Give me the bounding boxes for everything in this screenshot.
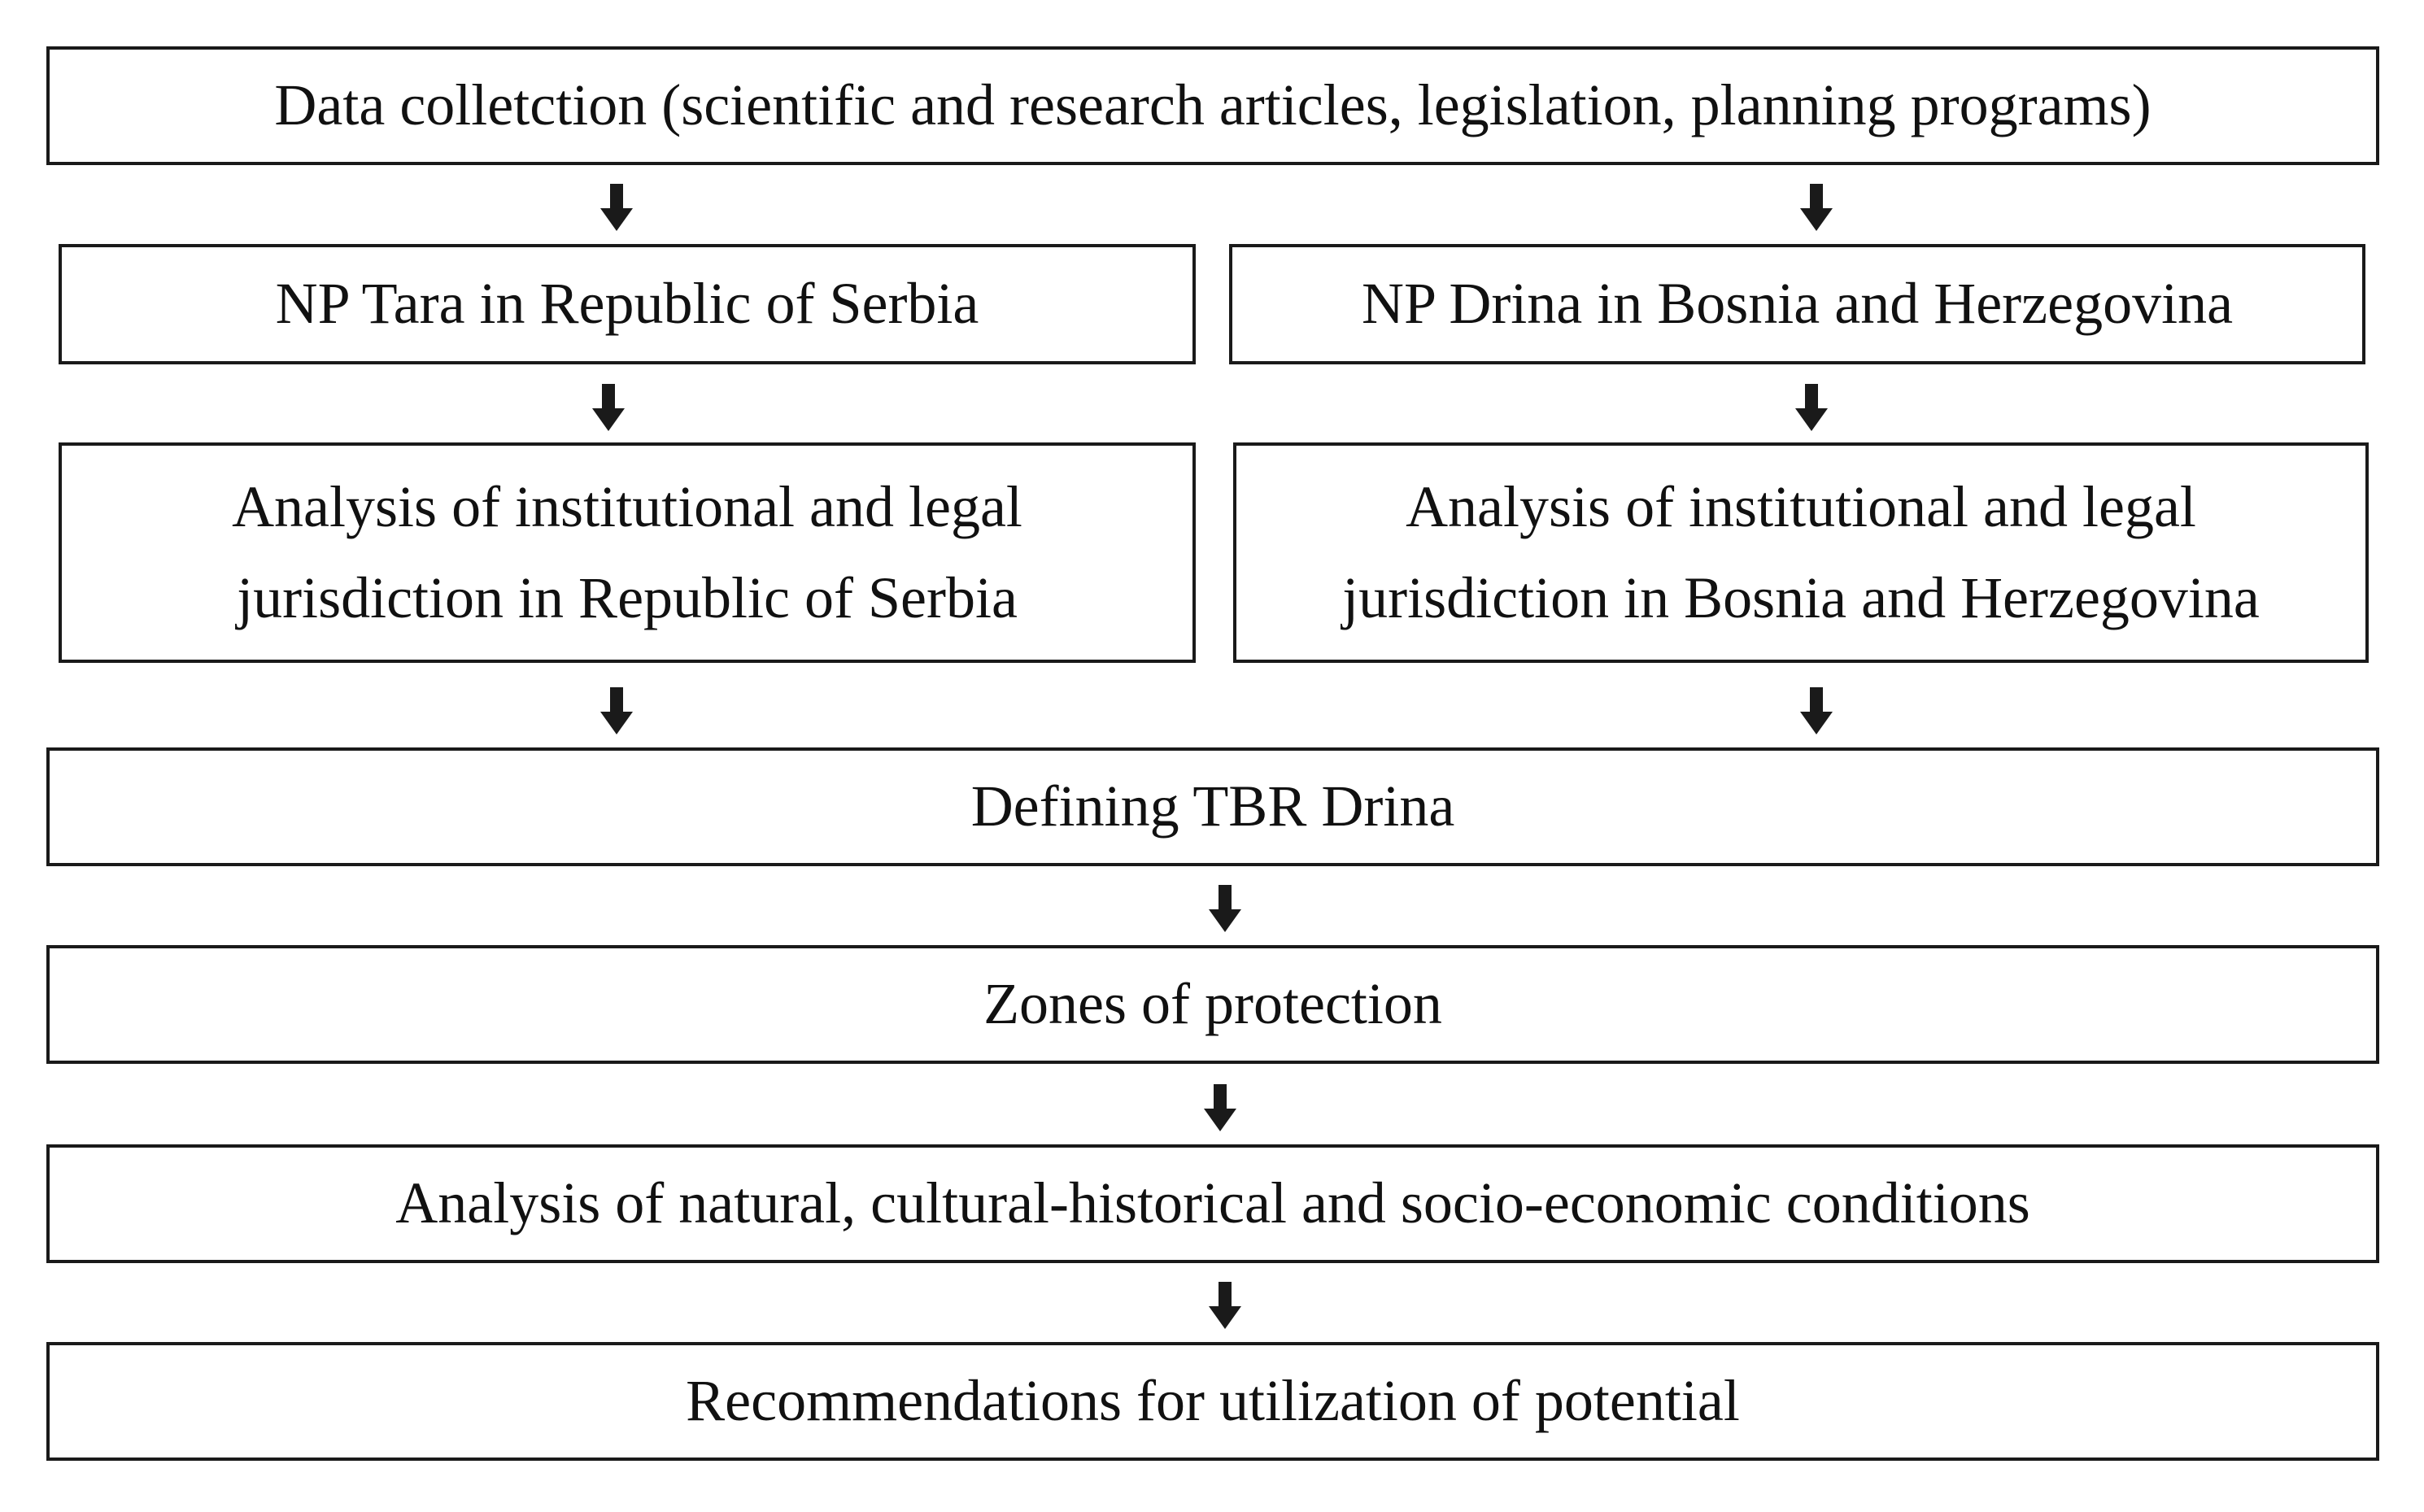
down-arrow-icon — [1800, 184, 1833, 231]
box-np-drina — [1229, 244, 2365, 364]
box-label-line-2: jurisdiction in Bosnia and Herzegovina — [1342, 564, 2260, 630]
box-data-collection — [46, 46, 2379, 165]
box-conditions-analysis — [46, 1144, 2379, 1263]
down-arrow-icon — [1800, 687, 1833, 734]
box-label-line-2: jurisdiction in Republic of Serbia — [237, 564, 1018, 630]
down-arrow-icon — [1795, 384, 1828, 431]
box-label: Defining TBR Drina — [970, 773, 1455, 839]
down-arrow-icon — [600, 184, 633, 231]
box-np-tara — [59, 244, 1196, 364]
box-analysis-bih — [1233, 442, 2369, 663]
box-label: NP Drina in Bosnia and Herzegovina — [1361, 271, 2234, 337]
box-label: NP Tara in Republic of Serbia — [275, 271, 979, 337]
box-defining-tbr — [46, 747, 2379, 866]
down-arrow-icon — [592, 384, 625, 431]
down-arrow-icon — [1204, 1084, 1236, 1131]
box-label-line-1: Analysis of institutional and legal — [232, 473, 1022, 539]
down-arrow-icon — [1209, 885, 1241, 932]
box-label: Zones of protection — [983, 971, 1442, 1037]
down-arrow-icon — [1209, 1282, 1241, 1329]
box-recommendations — [46, 1342, 2379, 1461]
box-label: Data colletction (scientific and research articles, legislation, planning programs) — [274, 72, 2152, 138]
box-label-line-1: Analysis of institutional and legal — [1406, 473, 2196, 539]
box-zones-of-protection — [46, 945, 2379, 1064]
box-label: Analysis of natural, cultural-historical and socio-economic conditions — [395, 1170, 2030, 1236]
box-label: Recommendations for utilization of potential — [686, 1368, 1740, 1434]
box-analysis-serbia — [59, 442, 1196, 663]
down-arrow-icon — [600, 687, 633, 734]
